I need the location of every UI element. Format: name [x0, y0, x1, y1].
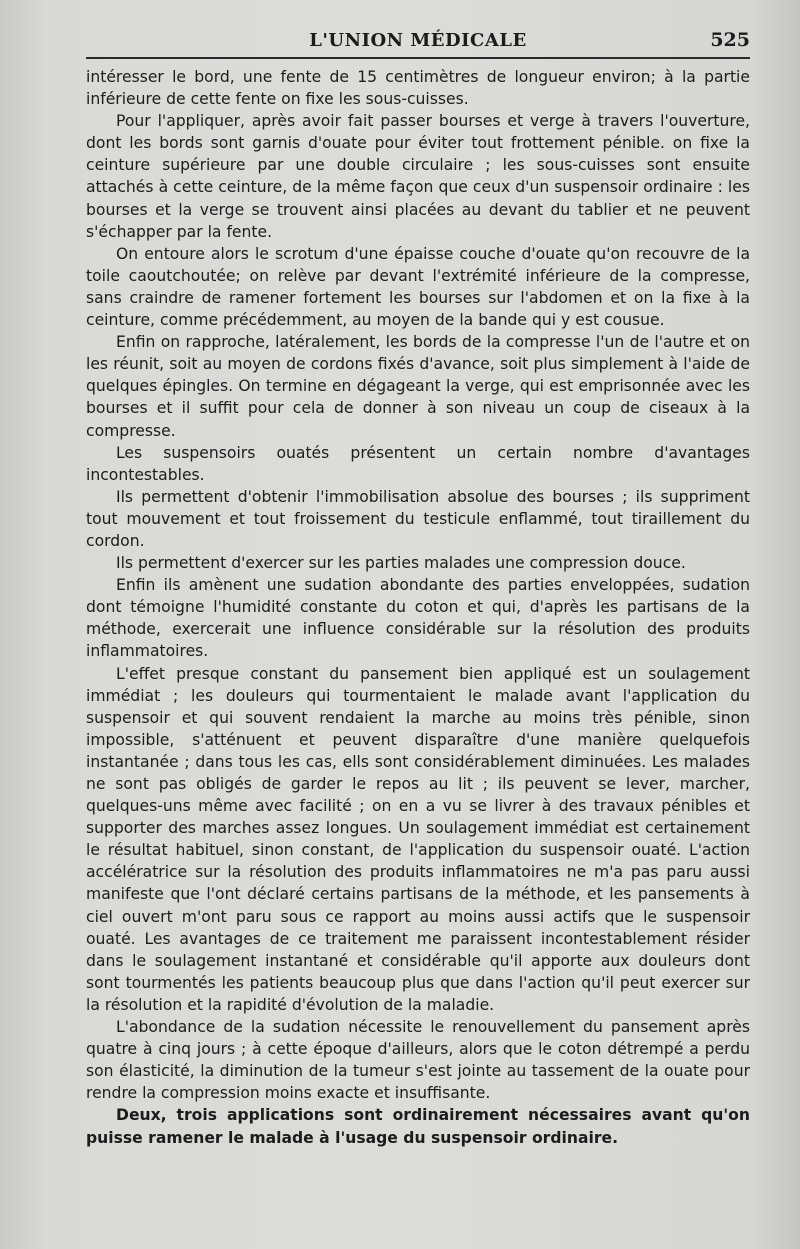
paragraph: Enfin ils amènent une sudation abondante des parties enveloppées, sudation dont témoigne l'humidité constante du coton et qui, d'après les partisans de la méthode, exercerait une influence considérable sur la résolution des produits inflammatoires.: [86, 576, 750, 661]
page-header: [86, 22, 750, 58]
paragraph: On entoure alors le scrotum d'une épaisse couche d'ouate qu'on recouvre de la toile caoutchoutée; on relève par devant l'extrémité inférieure de la compresse, sans craindre de ramener fortement les bourses sur l'abdomen et on la fixe à la ceinture, comme précédemment, au moyen de la bande qui y est cousue.: [86, 244, 750, 330]
running-title: L'UNION MÉDICALE: [309, 30, 527, 51]
paragraph: intéresser le bord, une fente de 15 centimètres de longueur environ; à la partie inférieure de cette fente on fixe les sous-cuisses.: [86, 68, 750, 109]
paragraph: L'effet presque constant du pansement bien appliqué est un soulagement immédiat ; les douleurs qui tourmentaient le malade avant l'application du suspensoir et qui souvent rendaient la marche au moins très pénible, sinon impossible, s'atténuent et peuvent disparaître d'une manière quelquefois instantanée ; dans tous les cas, ells sont considérablement diminuées. Les malades ne sont pas obligés de garder le repos au lit ; ils peuvent se lever, marcher, quelques-uns même avec facilité ; on en a vu se livrer à des travaux pénibles et supporter des marches assez longues. Un soulagement immédiat est certainement le résultat habituel, sinon constant, de l'application du suspensoir ouaté. L'action accélératrice sur la résolution des produits inflammatoires ne m'a pas paru aussi manifeste que l'ont déclaré certains partisans de la méthode, et les pansements à ciel ouvert m'ont paru sous ce rapport au moins aussi actifs que le suspensoir ouaté. Les avantages de ce traitement me paraissent incontestablement résider dans le soulagement instantané et considérable qu'il apporte aux douleurs dont sont tourmentés les patients beaucoup plus que dans l'action qu'il peut exercer sur la résolution et la rapidité d'évolution de la maladie.: [86, 664, 750, 1014]
paragraph: Ils permettent d'obtenir l'immobilisation absolue des bourses ; ils suppriment tout mouvement et tout froissement du testicule enflammé, tout tiraillement du cordon.: [86, 487, 750, 550]
paragraph: Enfin on rapproche, latéralement, les bords de la compresse l'un de l'autre et on les réunit, soit au moyen de cordons fixés d'avance, soit plus simplement à l'aide de quelques épingles. On termine en dégageant la verge, qui est emprisonnée avec les bourses et il suffit pour cela de donner à son niveau un coup de ciseaux à la compresse.: [86, 333, 750, 440]
paragraph: Ils permettent d'exercer sur les parties malades une compression douce.: [116, 554, 686, 573]
page-number: 525: [710, 29, 750, 51]
paragraph: Pour l'appliquer, après avoir fait passer bourses et verge à travers l'ouverture, dont les bords sont garnis d'ouate pour éviter tout frottement pénible. on fixe la ceinture supérieure par une double circulaire ; les sous-cuisses sont ensuite attachés à cette ceinture, de la même façon que ceux d'un suspensoir ordinaire : les bourses et la verge se trouvent ainsi placées au devant du tablier et ne peuvent s'échapper par la fente.: [86, 112, 750, 241]
body-text: [86, 66, 750, 1149]
paragraph: Les suspensoirs ouatés présentent un certain nombre d'avantages incontestables.: [86, 443, 750, 484]
paragraph: Deux, trois applications sont ordinairement nécessaires avant qu'on puisse ramener le malade à l'usage du suspensoir ordinaire.: [86, 1106, 750, 1147]
header-rule: [86, 57, 750, 59]
paragraph: L'abondance de la sudation nécessite le renouvellement du pansement après quatre à cinq jours ; à cette époque d'ailleurs, alors que le coton détrempé a perdu son élasticité, la diminution de la tumeur s'est jointe au tassement de la ouate pour rendre la compression moins exacte et insuffisante.: [86, 1018, 750, 1103]
